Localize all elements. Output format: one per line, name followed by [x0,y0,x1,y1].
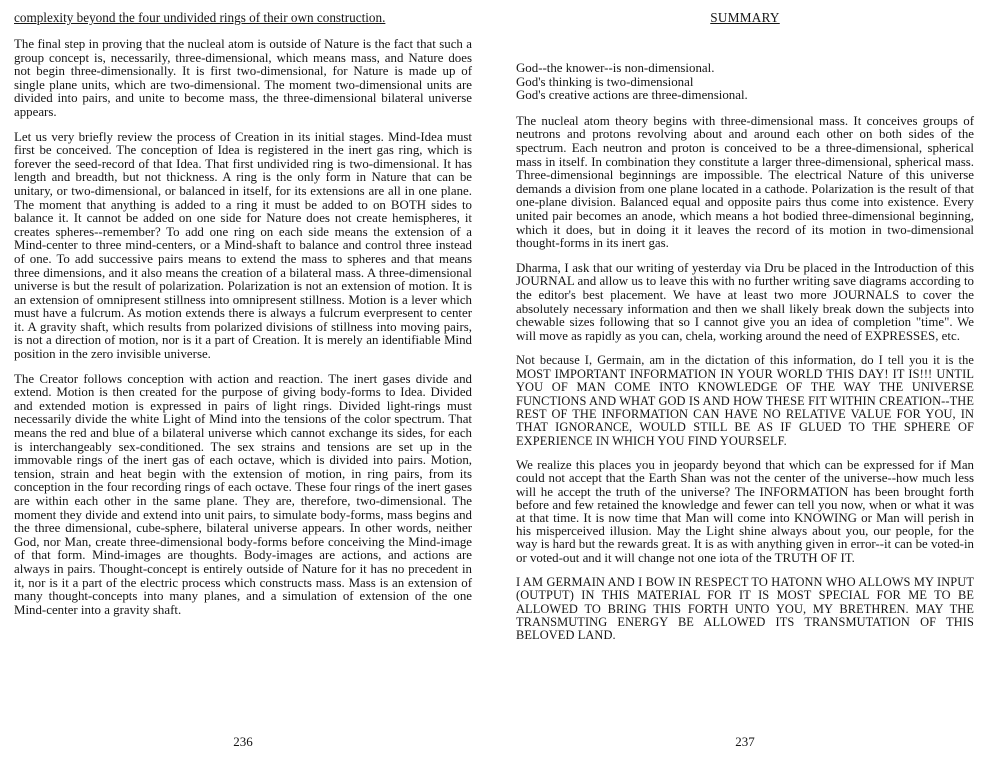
left-page-number: 236 [233,734,253,749]
right-paragraph-1: The nucleal atom theory begins with three-dimensional mass. It conceives groups of neutrons and protons revolving about and around each other on both sides of the spectrum. Each neutron and proton is conceived to be a three-dimensional, spherical mass in itself. In combination they constitute a larger three-dimensional, spherical mass. Three-dimensional beginnings are impossible. The electrical Nature of this universe demands a division from one plane located in a cathode. Polarization is the result of that one-plane division. Balanced equal and opposite pairs thus come into existence. Every united pair becomes an anode, which means a hot bodied three-dimensional beginning, which it does, but in doing it it leaves the record of its motion in two-dimensional thought-forms in its inert gas. [516,113,974,251]
left-page [14,0,472,764]
right-page-heading: SUMMARY [710,10,780,25]
left-page-continuation-line: complexity beyond the four undivided rings of their own construction. [14,10,386,25]
right-paragraph-4: We realize this places you in jeopardy beyond that which can be expressed for if Man could not accept that the Earth Shan was not the center of the universe--how much less will he accept the truth of the universe? The INFORMATION has been brought forth before and few retained the knowledge and fewer can tell you now, when or what it was at that time. It is now time that Man will come into KNOWING or Man will perish in his misperceived illusion. May the Light shine always about you, our people, for the way is hard but the rewards great. It is as with anything given in error--it can be voted-in or voted-out and it will change not one iota of the TRUTH OF IT. [516,458,974,565]
summary-line-2: God's thinking is two-dimensional [516,74,694,89]
left-paragraph-1: The final step in proving that the nucleal atom is outside of Nature is the fact that such a group concept is, necessarily, three-dimensional, which means mass, and Nature does not begin three-dimensionally. It is first two-dimensional, for Nature is made up of single plane units, which are two-dimensional. The moment two-dimensional units are divided into pairs, and unite to become mass, the three-dimensional bilateral universe appears. [14,37,472,119]
summary-lines [516,62,974,103]
right-page [516,0,974,764]
left-column [14,10,472,628]
right-page-number: 237 [735,734,755,749]
summary-line-3: God's creative actions are three-dimensional. [516,88,748,103]
right-paragraph-2: Dharma, I ask that our writing of yesterday via Dru be placed in the Introduction of this JOURNAL and allow us to leave this with no further writing save diagrams according to the editor's best placement. We have at least two more JOURNALS to cover the absolutely necessary information and then we shall likely break down the subjects into chewable sizes following that so I cannot give you an idea of completion "time". We will move as rapidly as you can, chela, working around the need of EXPRESSES, etc. [516,260,974,343]
right-paragraph-3: Not because I, Germain, am in the dictation of this information, do I tell you it is the MOST IMPORTANT INFORMATION IN YOUR WORLD THIS DAY! IT IS!!! UNTIL YOU OF MAN COME INTO KNOWLEDGE OF THE WAY THE UNIVERSE FUNCTIONS AND WHAT GOD IS AND HOW THESE FIT WITHIN CREATION--THE REST OF THE INFORMATION CAN HAVE NO RELATIVE VALUE FOR YOU, IN THAT IGNORANCE, WOULD STILL BE AS IF GLUED TO THE SPHERE OF EXPERIENCE IN WHICH YOU FIND YOURSELF. [516,353,974,448]
left-paragraph-2: Let us very briefly review the process of Creation in its initial stages. Mind-Idea must first be conceived. The conception of Idea is registered in the inert gas ring, which is forever the seed-record of that Idea. That first undivided ring is two-dimensional. It has length and breadth, but not thickness. A ring is the only form in Nature that can be unitary, or two-dimensional, or balanced in itself, for its extensions are all in one plane. The moment that anything is added to a ring it must be added to on BOTH sides to balance it. It cannot be added on one side for Nature does not create hemispheres, it creates spheres--remember? To add one ring on each side means the extension of a Mind-center to three mind-centers, or a Mind-shaft to balance and control three instead of one. To add successive pairs means to extend the mass to spheres and that means three dimensions, and it also means the creation of a bilateral mass. A three-dimensional universe is but the result of polarization. Polarization is not an extension of motion. It is an extension of omnipresent stillness into omnipresent stillness. Motion is a lever which must have a fulcrum. As motion extends there is always a fulcrum everpresent to center it. A gravity shaft, which results from polarized divisions of stillness into moving pairs, is not a direction of motion, nor is it a part of Creation. It is merely an identifiable Mind position in the zero invisible universe. [14,129,472,362]
right-column [516,10,974,654]
right-paragraph-5: I AM GERMAIN AND I BOW IN RESPECT TO HATONN WHO ALLOWS MY INPUT (OUTPUT) IN THIS MATERIAL FOR IT IS MOST SPECIAL FOR ME TO BE ALLOWED TO BRING THIS FORTH UNTO YOU, MY BRETHREN. MAY THE TRANSMUTING ENERGY BE ALLOWED ITS TRANSMUTATION OF THIS BELOVED LAND. [516,574,974,643]
summary-line-1: God--the knower--is non-dimensional. [516,61,715,75]
left-paragraph-3: The Creator follows conception with action and reaction. The inert gases divide and extend. Motion is then created for the purpose of giving body-forms to Idea. Divided and extended motion is expressed in pairs of light rings. Divided light-rings must necessarily divide the white Light of Mind into the tensions of the color spectrum. That means the red and blue of a bilateral universe which cannot exchange its sides, for each is interchangeably sex-conditioned. The sex strains and tensions are set up in the immovable rings of the inert gas of each octave, which is divided into pairs. Motion, tension, strain and heat begin with the extension of motion, in ring pairs, from its conception in the four recording rings of each octave. These four rings of the inert gases are within each other in the same plane. They are, therefore, two-dimensional. The moment they divide and extend into unit pairs, to simulate body-forms, mass begins and the three dimensional, cube-sphere, bilateral universe appears. In other words, neither God, nor Man, create three-dimensional body-forms before conceiving the Mind-image of that form. Mind-images are thoughts. Body-images are actions, and actions are always in pairs. Thought-concept is entirely outside of Nature for it has no precedent in it, nor is it a part of the electric process which constructs mass. Mass is an extension of many thought-concepts into many planes, and a simulation of extension of the one Mind-center into a gravity shaft. [14,371,472,617]
